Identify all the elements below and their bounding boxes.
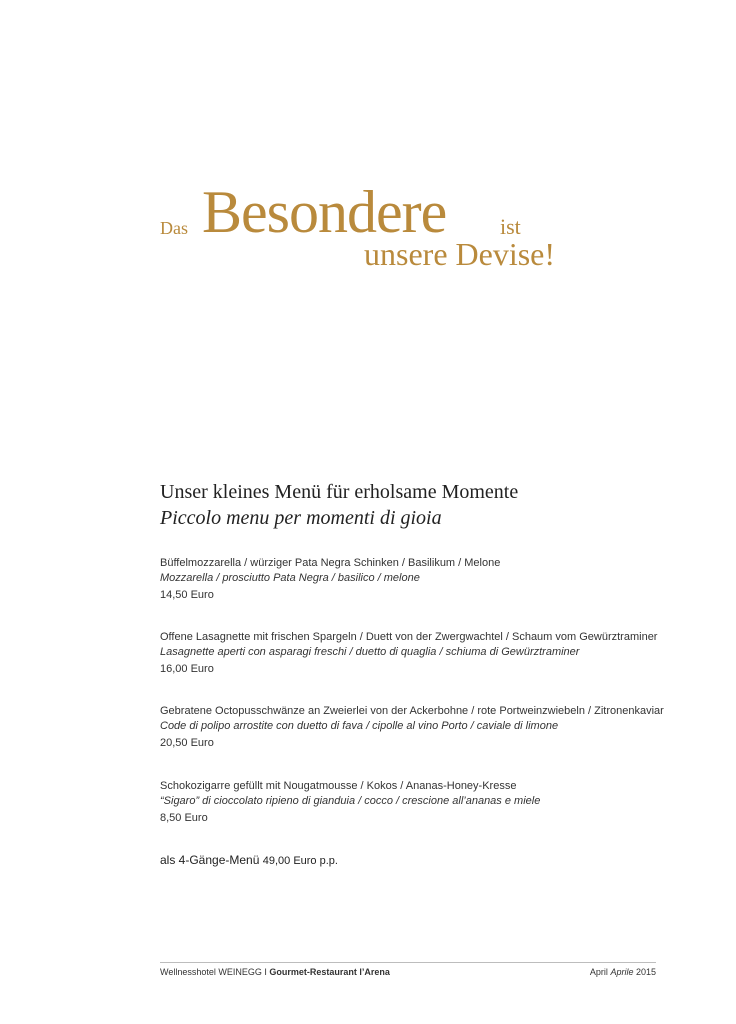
dish-name-it: Mozzarella / prosciutto Pata Negra / basilico / melone <box>160 572 420 584</box>
dish-4 <box>160 779 680 826</box>
dish-name-de: Büffelmozzarella / würziger Pata Negra Schinken / Basilikum / Melone <box>160 557 501 569</box>
footer-divider <box>160 962 656 963</box>
menu-total <box>160 853 338 867</box>
headline-ist: ist <box>500 214 521 239</box>
dish-name-it: Code di polipo arrostite con duetto di fava / cipolle al vino Porto / caviale di limone <box>160 720 559 732</box>
headline-besondere: Besondere <box>202 179 447 245</box>
menu-subtitle: Piccolo menu per momenti di gioia <box>160 507 442 529</box>
footer-year: 2015 <box>635 967 656 977</box>
dish-name-de: Schokozigarre gefüllt mit Nougatmousse / Kokos / Ananas-Honey-Kresse <box>160 780 517 792</box>
footer-hotel: Wellnesshotel WEINEGG I <box>160 967 267 977</box>
footer-month-de: April <box>589 967 608 977</box>
dish-price: 8,50 Euro <box>160 812 208 824</box>
dish-name-it: “Sigaro” di cioccolato ripieno di gianduia / cocco / crescione all’ananas e miele <box>160 795 541 807</box>
footer-date <box>590 967 656 977</box>
footer-hotel-line <box>160 967 390 977</box>
menu-title: Unser kleines Menü für erholsame Momente <box>160 481 519 503</box>
menu-total-label: als 4-Gänge-Menü <box>160 853 260 867</box>
dish-name-de: Offene Lasagnette mit frischen Spargeln / Duett von der Zwergwachtel / Schaum vom Gewürztraminer <box>160 631 658 643</box>
footer-month-it: Aprile <box>610 967 634 977</box>
headline-devise: unsere Devise! <box>364 236 556 272</box>
dish-name-it: Lasagnette aperti con asparagi freschi / duetto di quaglia / schiuma di Gewürztraminer <box>160 646 580 658</box>
menu-total-price: 49,00 Euro p.p. <box>262 855 338 867</box>
dish-2 <box>160 630 680 677</box>
dish-price: 16,00 Euro <box>160 663 214 675</box>
dish-price: 14,50 Euro <box>160 589 214 601</box>
dish-name-de: Gebratene Octopusschwänze an Zweierlei von der Ackerbohne / rote Portweinzwiebeln / Zitronenkaviar <box>160 705 664 717</box>
dish-price: 20,50 Euro <box>160 737 214 749</box>
dish-3 <box>160 704 680 751</box>
headline <box>160 178 600 278</box>
dish-1 <box>160 556 680 603</box>
headline-das: Das <box>160 218 188 238</box>
footer-restaurant: Gourmet-Restaurant l’Arena <box>269 967 390 977</box>
